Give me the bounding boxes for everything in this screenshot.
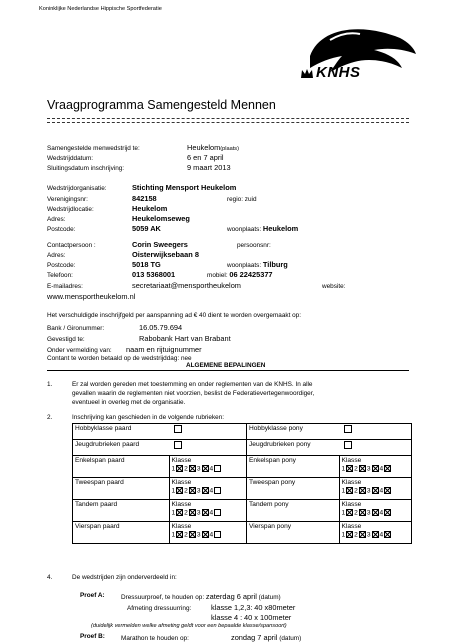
vierspan-pony-klasse: Klasse 1 2 3 4 (339, 522, 412, 544)
org-postcode-value: 5059 AK (132, 224, 161, 233)
klasse-checkbox[interactable] (214, 509, 221, 516)
klasse-checkbox[interactable] (384, 509, 391, 516)
event-name-suffix: (plaats) (220, 146, 239, 152)
contact-postcode-value: 5018 TG (132, 260, 161, 269)
event-name-label: Samengestelde menwedstrijd te: (47, 145, 140, 152)
org-label: Wedstrijdorganisatie: (47, 185, 107, 192)
mobile-label: mobiel: (207, 272, 228, 279)
contact-city-label: woonplaats: (227, 262, 262, 269)
event-date-row (47, 153, 224, 162)
knhs-logo-text: KNHS (316, 64, 361, 81)
contact-email-row (47, 281, 345, 290)
club-value: 842158 (132, 194, 157, 203)
klasse-checkbox[interactable] (176, 509, 183, 516)
klasse-checkbox[interactable] (346, 487, 353, 494)
bank-row (47, 323, 182, 332)
item-4-text: De wedstrijden zijn onderverdeeld in: (72, 574, 177, 581)
proef-b-date-suffix: (datum) (279, 635, 302, 642)
email-label: E-mailadres: (47, 283, 83, 290)
personnr-label: persoonsnr: (237, 242, 271, 249)
item-1-line-1: Er zal worden gereden met toestemming en onder reglementen van de KNHS. In alle (72, 381, 313, 388)
ring-size-label: Afmeting dressuurring: (127, 605, 192, 612)
proef-b-label: Proef B: (80, 633, 105, 640)
mention-value: naam en rijtuignummer (126, 345, 202, 354)
website-label: website: (322, 283, 346, 290)
klasse-checkbox[interactable] (384, 531, 391, 538)
item-1-number: 1. (47, 381, 53, 388)
page-title: Vraagprogramma Samengesteld Mennen (47, 98, 276, 112)
klasse-checkbox[interactable] (346, 509, 353, 516)
org-postcode-label: Postcode: (47, 226, 76, 233)
hobby-pony-checkbox[interactable] (344, 425, 352, 433)
klasse-checkbox[interactable] (214, 465, 221, 472)
item-1-line-3: eventueel in overleg met de organisatie. (72, 399, 186, 406)
tandem-pony-klasse: Klasse 1 2 3 4 (339, 500, 412, 522)
proef-b-line (121, 633, 301, 642)
event-date-value: 6 en 7 april (187, 153, 224, 162)
tandem-pony-label: Tandem pony (247, 500, 340, 522)
klasse-checkbox[interactable] (176, 465, 183, 472)
hobby-paard-checkbox[interactable] (174, 425, 182, 433)
proef-a-date-suffix: (datum) (258, 594, 281, 601)
table-row (73, 522, 412, 544)
federation-name: Koninklijke Nederlandse Hippische Sportfederatie (39, 6, 162, 12)
klasse-checkbox[interactable] (359, 509, 366, 516)
ring-size-4: 40 x 100meter (244, 613, 292, 622)
bank-value: 16.05.79.694 (139, 323, 183, 332)
klasse-checkbox[interactable] (346, 465, 353, 472)
jeugd-paard-cell (169, 440, 247, 456)
bank-label: Bank / Gironummer: (47, 325, 105, 332)
proef-b-date: zondag 7 april (231, 633, 278, 642)
tweespan-paard-klasse: Klasse 1 2 3 4 (169, 478, 247, 500)
based-row (47, 334, 231, 343)
cash-line: Contant te worden betaald op de wedstrijddag: nee (47, 355, 192, 362)
phone-label: Telefoon: (47, 272, 73, 279)
proef-a-line-1 (121, 592, 281, 601)
klasse-checkbox[interactable] (372, 509, 379, 516)
table-row (73, 478, 412, 500)
table-row (73, 456, 412, 478)
contact-address-row (47, 250, 199, 259)
location-label: Wedstrijdlocatie: (47, 206, 94, 213)
tandem-paard-klasse: Klasse 1 2 3 4 (169, 500, 247, 522)
klasse-checkbox[interactable] (384, 487, 391, 494)
club-label: Verenigingsnr: (47, 196, 88, 203)
phone-value: 013 5368001 (132, 270, 176, 279)
contact-address-label: Adres: (47, 252, 66, 259)
klasse-checkbox[interactable] (202, 531, 209, 538)
item-2-number: 2. (47, 414, 53, 421)
klasse-checkbox[interactable] (214, 487, 221, 494)
closing-date-row (47, 163, 231, 172)
enkelspan-paard-label: Enkelspan paard (73, 456, 170, 478)
jeugd-pony-label: Jeugdrubrieken pony (247, 440, 340, 456)
proef-a-line-2 (127, 603, 295, 612)
vierspan-paard-klasse: Klasse 1 2 3 4 (169, 522, 247, 544)
divider (47, 122, 409, 123)
payment-intro: Het verschuldigde inschrijfgeld per aanspanning ad € 40 dient te worden overgemaakt op: (47, 312, 302, 319)
contact-postcode-label: Postcode: (47, 262, 76, 269)
club-row (47, 194, 257, 203)
location-value: Heukelom (132, 204, 168, 213)
jeugd-paard-checkbox[interactable] (174, 441, 182, 449)
jeugd-paard-label: Jeugdrubrieken paard (73, 440, 170, 456)
klasse-checkbox[interactable] (202, 465, 209, 472)
klasse-checkbox[interactable] (214, 531, 221, 538)
org-address-row (47, 214, 190, 223)
proef-a-line-1-label: Dressuurproef, te houden op: (121, 594, 205, 601)
klasse-checkbox[interactable] (359, 531, 366, 538)
proef-a-label: Proef A: (80, 592, 105, 599)
based-label: Gevestigd te: (47, 336, 85, 343)
klasse-checkbox[interactable] (372, 531, 379, 538)
klasse-checkbox[interactable] (176, 487, 183, 494)
item-1-line-2: gevallen waarin de reglementen niet voorzien, beslist de Federatievertegenwoordiger, (72, 390, 315, 397)
item-2-text: Inschrijving kan geschieden in de volgende rubrieken: (72, 414, 225, 421)
table-row (73, 424, 412, 440)
proef-a-date: zaterdag 6 april (205, 592, 257, 601)
proef-a-line-3 (211, 613, 291, 622)
hobby-pony-label: Hobbyklasse pony (247, 424, 340, 440)
klasse-checkbox[interactable] (189, 531, 196, 538)
contact-phone-row (47, 270, 273, 279)
ring-size-123: 40 x80meter (254, 603, 296, 612)
section-rule (47, 370, 409, 371)
email-value[interactable]: secretariaat@mensportheukelom (132, 281, 241, 290)
mention-label: Onder vermelding van: (47, 347, 112, 354)
mobile-value: 06 22425377 (229, 270, 273, 279)
klasse-checkbox[interactable] (189, 509, 196, 516)
closing-date-value: 9 maart 2013 (187, 163, 231, 172)
tweespan-paard-label: Tweespan paard (73, 478, 170, 500)
enkelspan-pony-klasse: Klasse 1 2 3 4 (339, 456, 412, 478)
proef-a-note: (duidelijk vermelden welke afmeting geldt voor een bepaalde klasse/spansoort) (91, 623, 287, 629)
org-row (47, 183, 236, 192)
tandem-paard-label: Tandem paard (73, 500, 170, 522)
klasse-checkbox[interactable] (384, 465, 391, 472)
contact-address-value: Oisterwijksebaan 8 (132, 250, 199, 259)
hobby-paard-cell (169, 424, 247, 440)
klasse-checkbox[interactable] (346, 531, 353, 538)
hobby-paard-label: Hobbyklasse paard (73, 424, 170, 440)
jeugd-pony-cell (339, 440, 412, 456)
jeugd-pony-checkbox[interactable] (344, 441, 352, 449)
crown-icon (300, 67, 314, 81)
org-address-label: Adres: (47, 216, 66, 223)
website-value[interactable]: www.mensportheukelom.nl (47, 292, 136, 301)
based-value: Rabobank Hart van Brabant (139, 334, 231, 343)
vierspan-paard-label: Vierspan paard (73, 522, 170, 544)
enkelspan-pony-label: Enkelspan pony (247, 456, 340, 478)
klasse-checkbox[interactable] (189, 465, 196, 472)
klasse-checkbox[interactable] (202, 487, 209, 494)
klasse-checkbox[interactable] (176, 531, 183, 538)
org-value: Stichting Mensport Heukelom (132, 183, 237, 192)
contact-person-label: Contactpersoon : (47, 242, 96, 249)
klasse-checkbox[interactable] (359, 487, 366, 494)
klasse-checkbox[interactable] (189, 487, 196, 494)
proef-b-line-label: Marathon te houden op: (121, 635, 189, 642)
table-row (73, 440, 412, 456)
klasse-checkbox[interactable] (372, 465, 379, 472)
klasse-checkbox[interactable] (372, 487, 379, 494)
closing-date-label: Sluitingsdatum inschrijving: (47, 165, 125, 172)
tweespan-pony-label: Tweespan pony (247, 478, 340, 500)
org-city-value: Heukelom (262, 224, 299, 233)
divider (47, 118, 409, 119)
hobby-pony-cell (339, 424, 412, 440)
mention-row (47, 345, 202, 354)
ring-klasse-4: klasse 4 : (211, 613, 243, 622)
item-4-number: 4. (47, 574, 53, 581)
klasse-checkbox[interactable] (202, 509, 209, 516)
region-label: regio: (227, 196, 243, 203)
contact-city-value: Tilburg (262, 260, 288, 269)
vierspan-pony-label: Vierspan pony (247, 522, 340, 544)
org-city-label: woonplaats: (227, 226, 262, 233)
location-row (47, 204, 167, 213)
event-name-value: Heukelom (187, 143, 221, 152)
enkelspan-paard-klasse: Klasse 1 2 3 4 (169, 456, 247, 478)
org-postcode-row (47, 224, 298, 233)
region-value: zuid (244, 196, 257, 203)
contact-postcode-row (47, 260, 288, 269)
section-title: ALGEMENE BEPALINGEN (186, 362, 266, 369)
contact-person-row (47, 240, 271, 249)
rubrieken-table (72, 423, 412, 544)
klasse-checkbox[interactable] (359, 465, 366, 472)
org-address-value: Heukelomseweg (132, 214, 190, 223)
ring-klasse-123: klasse 1,2,3: (211, 603, 253, 612)
table-row (73, 500, 412, 522)
contact-person-value: Corin Sweegers (132, 240, 188, 249)
event-date-label: Wedstrijddatum: (47, 155, 94, 162)
event-name-row (47, 143, 239, 152)
tweespan-pony-klasse: Klasse 1 2 3 4 (339, 478, 412, 500)
